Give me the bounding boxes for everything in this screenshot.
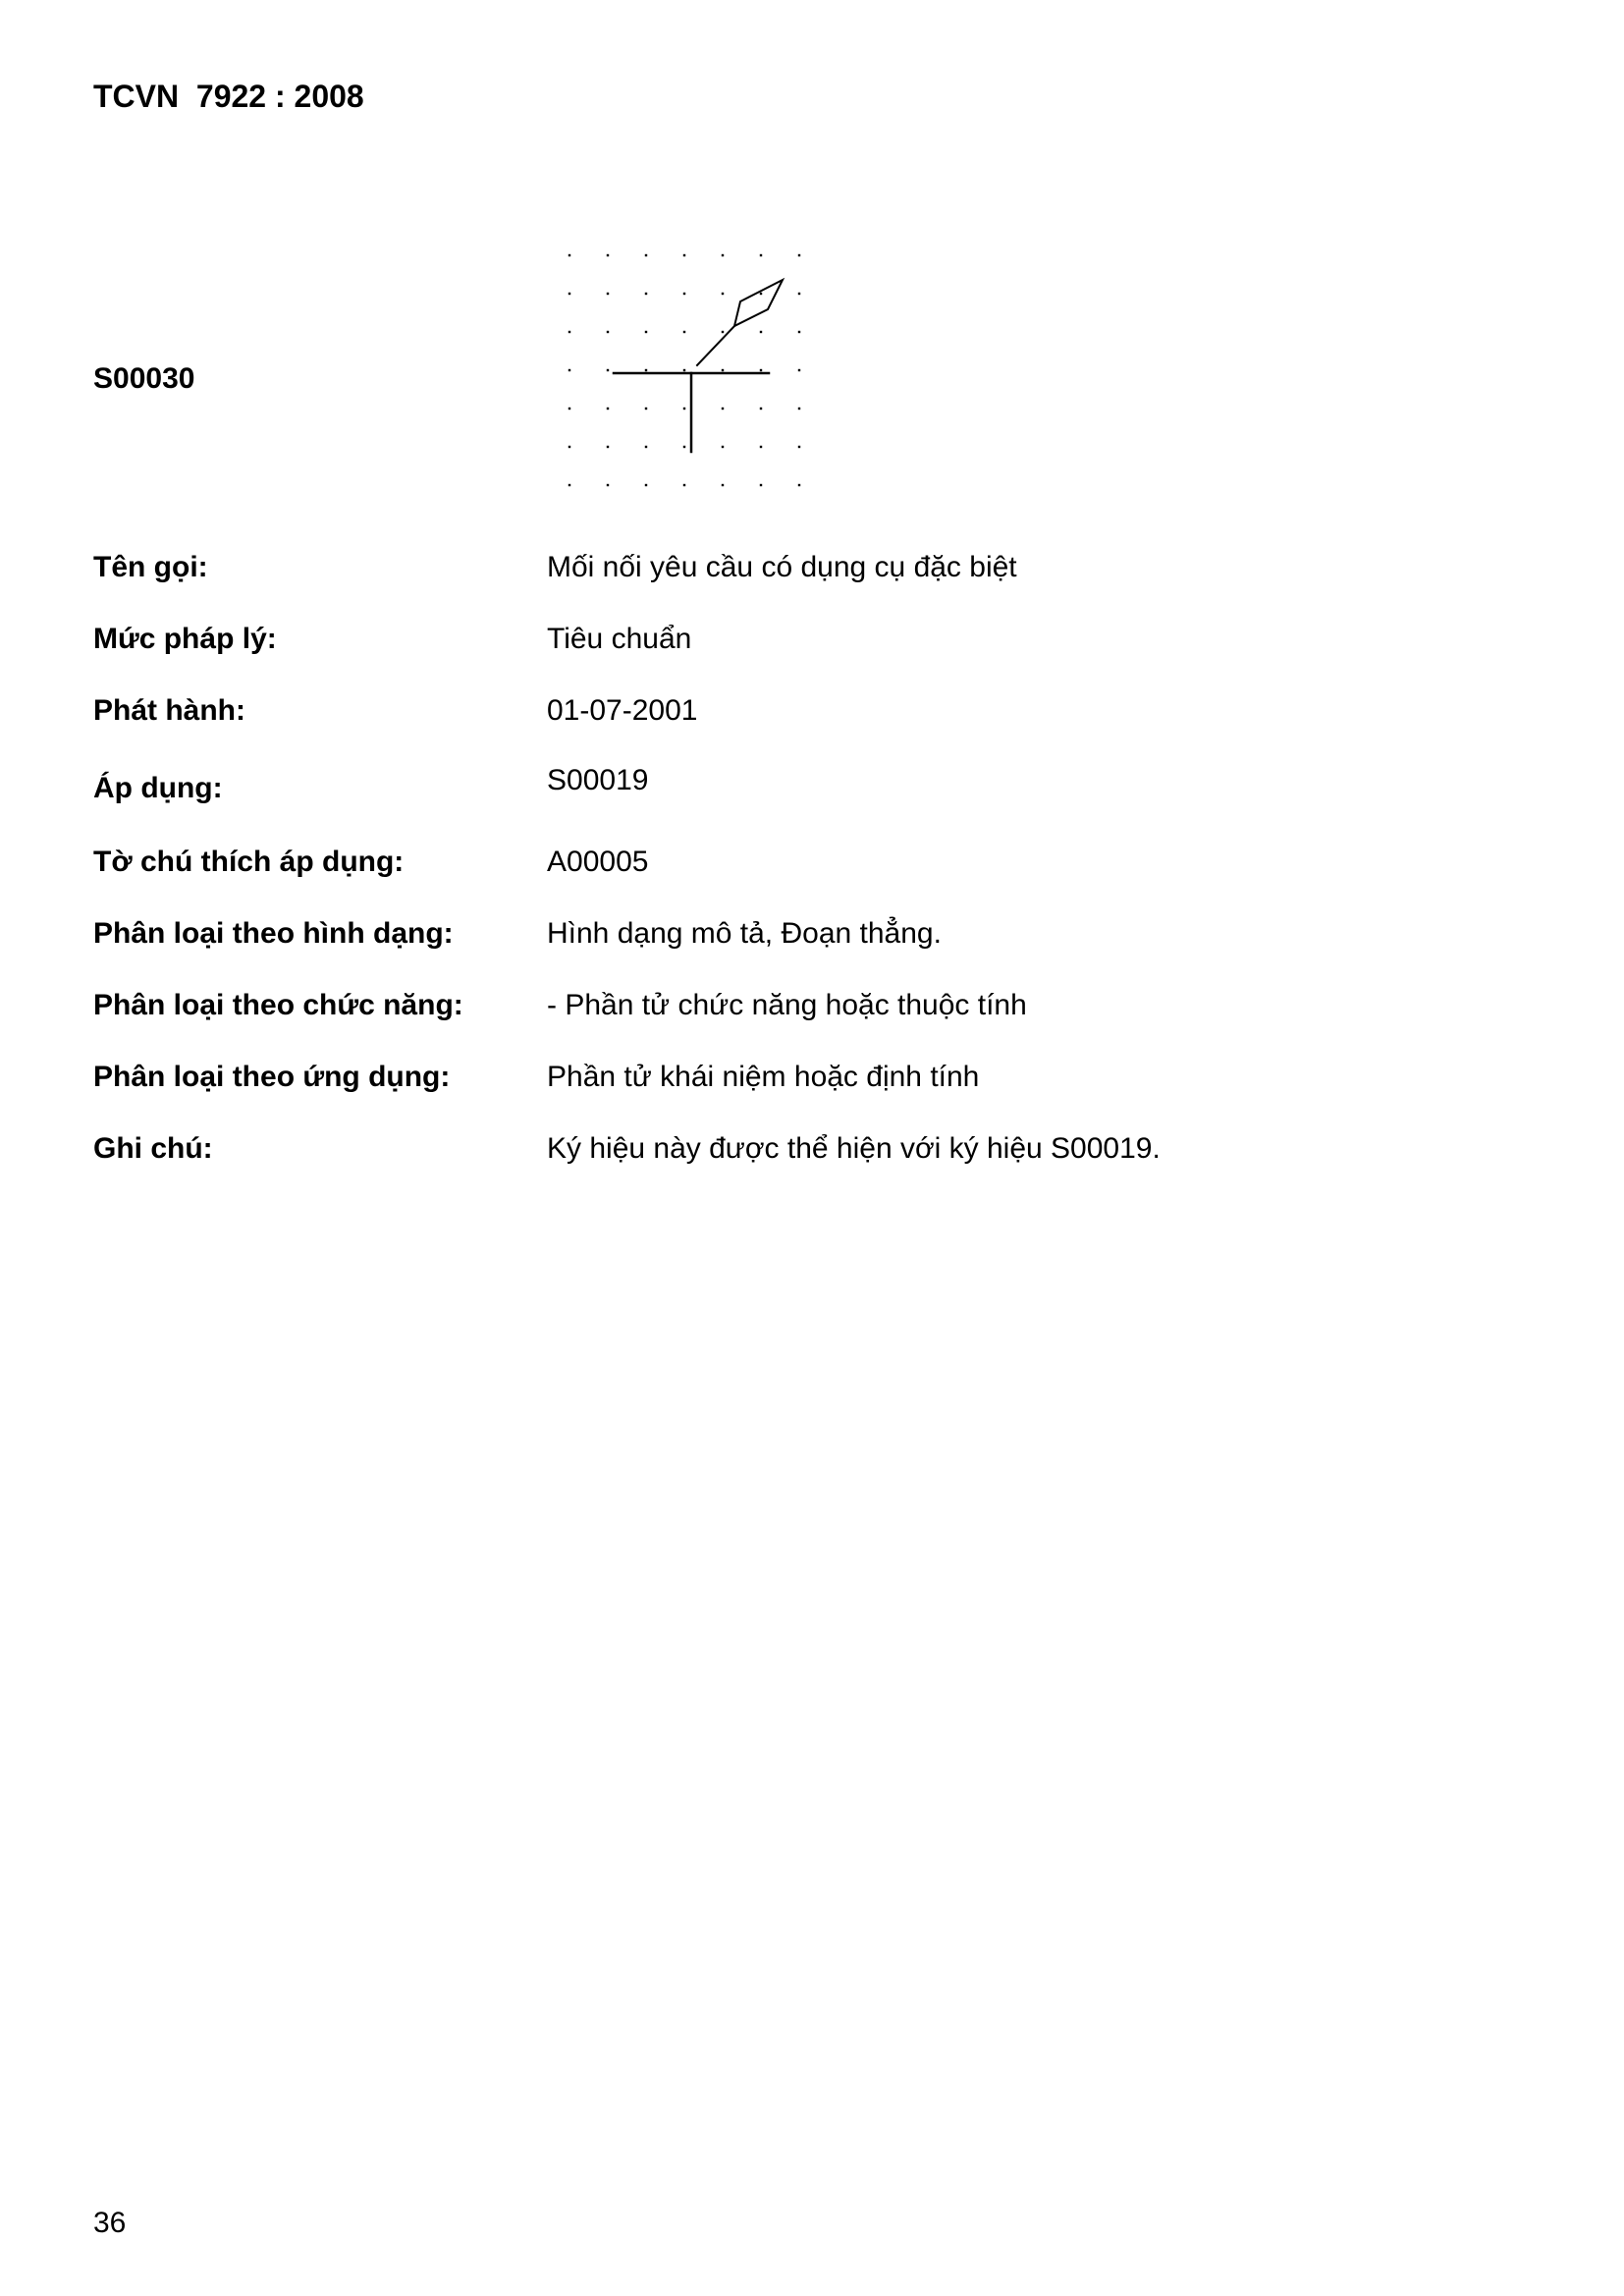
grid-dot bbox=[645, 369, 647, 371]
grid-dot bbox=[798, 254, 800, 256]
field-value-shape-class: Hình dạng mô tả, Đoạn thẳng. bbox=[547, 917, 942, 950]
field-value-note: Ký hiệu này được thể hiện với ký hiệu S00019. bbox=[547, 1132, 1161, 1165]
grid-dot bbox=[568, 331, 570, 333]
grid-dot bbox=[722, 446, 724, 448]
field-label-function-class: Phân loại theo chức năng: bbox=[93, 989, 463, 1021]
grid-dot bbox=[760, 369, 762, 371]
grid-dot bbox=[683, 484, 685, 486]
grid-dot bbox=[568, 484, 570, 486]
grid-dot bbox=[798, 446, 800, 448]
grid-dot bbox=[645, 293, 647, 295]
symbol-figure bbox=[555, 241, 825, 501]
grid-dot bbox=[683, 293, 685, 295]
grid-dot bbox=[607, 254, 609, 256]
grid-dot bbox=[798, 369, 800, 371]
symbol-code: S00030 bbox=[93, 362, 195, 395]
field-value-function-class: - Phần tử chức năng hoặc thuộc tính bbox=[547, 989, 1027, 1021]
grid-dot bbox=[683, 408, 685, 410]
grid-dot bbox=[683, 331, 685, 333]
field-label-name: Tên gọi: bbox=[93, 551, 208, 583]
page-number: 36 bbox=[93, 2207, 127, 2239]
grid-dot bbox=[607, 408, 609, 410]
field-label-application-class: Phân loại theo ứng dụng: bbox=[93, 1061, 451, 1093]
grid-dot bbox=[607, 369, 609, 371]
grid-dot bbox=[645, 254, 647, 256]
field-label-issued: Phát hành: bbox=[93, 694, 245, 727]
grid-dot bbox=[568, 369, 570, 371]
grid-dot bbox=[645, 484, 647, 486]
grid-dot bbox=[568, 446, 570, 448]
symbol-drawing bbox=[614, 280, 783, 452]
field-value-application-note: A00005 bbox=[547, 846, 649, 878]
field-value-name: Mối nối yêu cầu có dụng cụ đặc biệt bbox=[547, 551, 1017, 583]
grid-dot bbox=[607, 293, 609, 295]
field-label-applies: Áp dụng: bbox=[93, 772, 223, 804]
grid-dot bbox=[645, 446, 647, 448]
symbol-tool-handle bbox=[697, 326, 734, 365]
grid-dot bbox=[760, 446, 762, 448]
grid-dot bbox=[568, 254, 570, 256]
grid-dot bbox=[683, 446, 685, 448]
grid-dot bbox=[607, 446, 609, 448]
grid-dot bbox=[798, 331, 800, 333]
document-header: TCVN 7922 : 2008 bbox=[93, 79, 364, 114]
grid-dot bbox=[798, 293, 800, 295]
field-value-application-class: Phần tử khái niệm hoặc định tính bbox=[547, 1061, 980, 1093]
grid-dot bbox=[760, 484, 762, 486]
grid-dot bbox=[568, 408, 570, 410]
field-value-applies: S00019 bbox=[547, 764, 649, 796]
grid-dot bbox=[722, 484, 724, 486]
grid-dot bbox=[798, 408, 800, 410]
grid-dot bbox=[722, 331, 724, 333]
field-label-legal-level: Mức pháp lý: bbox=[93, 623, 277, 655]
field-value-issued: 01-07-2001 bbox=[547, 694, 698, 727]
grid-dot bbox=[645, 331, 647, 333]
grid-dot bbox=[645, 408, 647, 410]
grid-dot bbox=[722, 369, 724, 371]
grid-dot bbox=[607, 484, 609, 486]
grid-dot bbox=[568, 293, 570, 295]
grid-dot bbox=[760, 254, 762, 256]
grid-dot bbox=[722, 293, 724, 295]
grid-dot bbox=[607, 331, 609, 333]
field-label-shape-class: Phân loại theo hình dạng: bbox=[93, 917, 454, 950]
grid-dot bbox=[722, 254, 724, 256]
grid-dot bbox=[760, 408, 762, 410]
field-value-legal-level: Tiêu chuẩn bbox=[547, 623, 692, 655]
field-label-note: Ghi chú: bbox=[93, 1132, 213, 1165]
grid-dot bbox=[798, 484, 800, 486]
grid-dot bbox=[760, 293, 762, 295]
grid-dot bbox=[722, 408, 724, 410]
grid-dot bbox=[760, 331, 762, 333]
grid-dot bbox=[683, 254, 685, 256]
symbol-tool-blade bbox=[734, 280, 783, 326]
grid-dot bbox=[683, 369, 685, 371]
field-label-application-note: Tờ chú thích áp dụng: bbox=[93, 846, 405, 878]
